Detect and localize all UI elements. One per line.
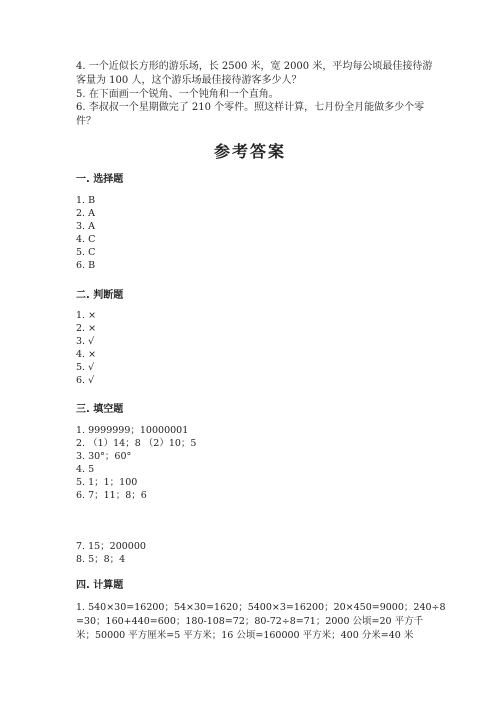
answer-item: 1. × [76, 310, 97, 321]
question-5: 5. 在下面画一个锐角、一个钝角和一个直角。 [76, 89, 279, 100]
answer-item: 3. 30°；60° [76, 451, 132, 462]
section-heading-judge: 二. 判断题 [76, 290, 124, 301]
answer-item: 3. √ [76, 336, 95, 347]
answer-item: 8. 5；8；4 [76, 554, 126, 565]
answer-item: 3. A [76, 221, 95, 232]
question-6-line-1: 6. 李叔叔一个星期做完了 210 个零件。照这样计算，七月份全月能做多少个零 [76, 102, 425, 113]
question-4-line-2: 客量为 100 人，这个游乐场最佳接待游客多少人？ [76, 75, 302, 86]
answer-item: 6. B [76, 260, 96, 271]
question-6-line-2: 件？ [76, 116, 96, 127]
answer-item: 4. × [76, 349, 97, 360]
answer-item: 5. C [76, 247, 96, 258]
answer-item: 4. 5 [76, 464, 95, 475]
answer-item: 1. B [76, 195, 96, 206]
answer-item: 7. 15；200000 [76, 541, 146, 552]
answer-item: 5. √ [76, 362, 95, 373]
section-heading-choice: 一. 选择题 [76, 174, 124, 185]
answer-item: 6. 7；11；8；6 [76, 490, 147, 501]
question-4-line-1: 4. 一个近似长方形的游乐场，长 2500 米，宽 2000 米，平均每公顷最佳接待游 [76, 61, 433, 72]
answer-item: 2. （1）14；8 （2）10；5 [76, 438, 197, 449]
section-heading-calc: 四. 计算题 [76, 580, 124, 591]
calc-answer-line-2: =30；160+440=600；180-108=72；80-72÷8=71；2000 公顷=20 平方千 [76, 616, 424, 627]
answers-title: 参考答案 [213, 142, 286, 161]
answer-item: 2. × [76, 323, 97, 334]
calc-answer-line-3: 米；50000 平方厘米=5 平方米；16 公顷=160000 平方米；400 分米=40 米 [76, 630, 414, 641]
answer-item: 5. 1；1；100 [76, 477, 138, 488]
section-heading-fill: 三. 填空题 [76, 404, 124, 415]
answer-item: 2. A [76, 208, 95, 219]
calc-answer-line-1: 1. 540×30=16200；54×30=1620；5400×3=16200；20×450=9000；240÷8 [76, 602, 446, 613]
answer-item: 1. 9999999；10000001 [76, 425, 189, 436]
answer-item: 6. √ [76, 375, 95, 386]
answer-item: 4. C [76, 234, 96, 245]
